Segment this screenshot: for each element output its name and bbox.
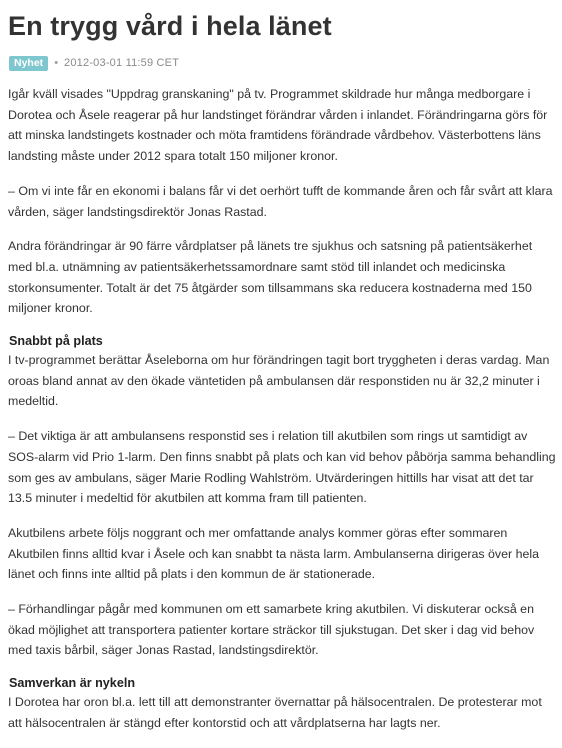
paragraph-negotiations: – Förhandlingar pågår med kommunen om ett samarbete kring akutbilen. Vi diskuterar också en ökad möjlighet att transportera patienter kortare sträckor till sjukstugan. Det sker i dag vid behov med taxis bårbil, säger Jonas Rastad, landstingsdirektör. [8, 602, 535, 658]
news-article [8, 0, 556, 748]
paragraph-dorotea: I Dorotea har oron bl.a. lett till att demonstranter övernattar på hälsocentralen. De protesterar mot att hälsocentralen är stängd efter kontorstid och att vårdplatserna har lagts ner. [8, 695, 542, 730]
publish-date: 2012-03-01 11:59 CET [64, 57, 180, 69]
article-meta [8, 54, 556, 72]
article-title: En trygg vård i hela länet [8, 11, 332, 41]
paragraph-tv-program: I tv-programmet berättar Åseleborna om hur förändringen tagit bort tryggheten i deras vardag. Man oroas bland annat av den ökade väntetiden på ambulansen där responstiden nu är 32,2 minuter i medeltid. [8, 353, 550, 409]
paragraph-intro: Igår kväll visades "Uppdrag granskaning" på tv. Programmet skildrade hur många medborgare i Dorotea och Åsele reagerar på hur landstinget förändrar vården i inlandet. Förändringarna görs för att minska landstingets kostnader och möta framtidens förändrade vårdbehov. Västerbottens läns landsting måste under 2012 spara totalt 150 miljoner kronor. [8, 87, 548, 164]
paragraph-changes: Andra förändringar är 90 färre vårdplatser på länets tre sjukhus och satsning på patientsäkerhet med bl.a. utnämning av patientsäkerhetssamordnare samt stöd till inlandet och medicinska storkonsumenter. Totalt är det 75 åtgärder som tillsammans ska reducera kostnaderna med 150 miljoner kronor. [8, 239, 533, 316]
paragraph-quote-rastad: – Om vi inte får en ekonomi i balans får vi det oerhört tufft de kommande åren och får svårt att klara vården, säger landstingsdirektör Jonas Rastad. [8, 183, 553, 219]
paragraph-akutbil: Akutbilens arbete följs noggrant och mer omfattande analys kommer göras efter sommaren Akutbilen finns alltid kvar i Åsele och kan snabbt ta nästa larm. Ambulanserna dirigeras över hela länet och finns inte alltid på plats i den kommun de är stationerade. [8, 525, 540, 582]
paragraph-quote-wahlstrom: – Det viktiga är att ambulansens responstid ses i relation till akutbilen som rings ut samtidigt av SOS-alarm vid Prio 1-larm. Den finns snabbt på plats och kan vid behov påbörja samma behandling som ges av ambulans, säger Marie Rodling Wahlström. Utvärderingen hittills har visat att det tar 13.5 minuter i medeltid för akutbilen att komma fram till patienten. [8, 429, 556, 506]
meta-separator: • [54, 57, 59, 69]
subheading-snabbt-pa-plats: Snabbt på plats [9, 334, 103, 349]
article-body [8, 84, 556, 734]
news-badge[interactable]: Nyhet [9, 56, 48, 71]
subheading-samverkan: Samverkan är nykeln [9, 676, 136, 691]
